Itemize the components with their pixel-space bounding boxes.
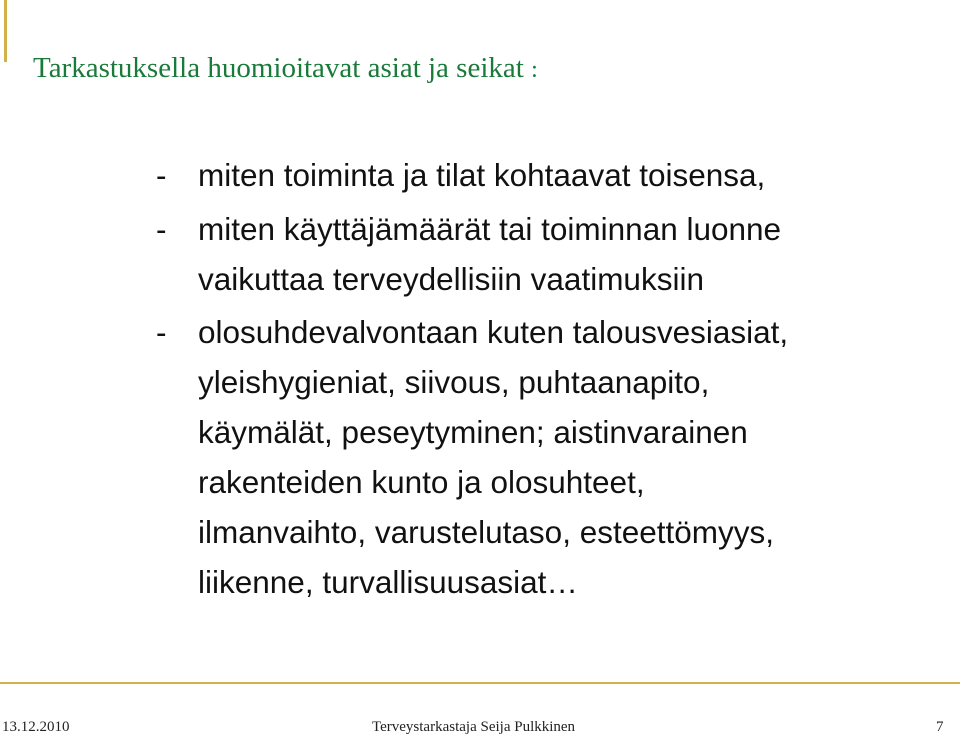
slide-title-block xyxy=(33,52,538,85)
bullet-text: olosuhdevalvontaan kuten talousvesiasiat, xyxy=(198,314,789,350)
bullet-text: ilmanvaihto, varustelutaso, esteettömyys, xyxy=(198,514,775,550)
bullet-marker: - xyxy=(156,314,167,350)
bullet-text: vaikuttaa terveydellisiin vaatimuksiin xyxy=(198,261,704,297)
footer-page-number: 7 xyxy=(936,719,944,735)
slide-title-colon: : xyxy=(531,57,538,83)
bullet-text: käymälät, peseytyminen; aistinvarainen xyxy=(198,414,748,450)
bullet-list xyxy=(156,150,956,607)
bullet-marker: - xyxy=(156,211,167,247)
footer-author: Terveystarkastaja Seija Pulkkinen xyxy=(372,719,576,735)
footer-date: 13.12.2010 xyxy=(2,719,70,735)
slide-title: Tarkastuksella huomioitavat asiat ja seikat xyxy=(33,52,524,84)
accent-vertical-line xyxy=(4,0,7,62)
bullet-text: miten toiminta ja tilat kohtaavat toisensa, xyxy=(198,157,766,193)
bullet-text: miten käyttäjämäärät tai toiminnan luonne xyxy=(198,211,782,247)
bullet-text: rakenteiden kunto ja olosuhteet, xyxy=(198,464,645,500)
bullet-marker: - xyxy=(156,157,167,193)
bullet-item xyxy=(156,150,956,200)
bullet-item xyxy=(156,307,956,607)
footer-divider-line xyxy=(0,682,960,684)
bullet-text: liikenne, turvallisuusasiat… xyxy=(198,564,578,600)
bullet-text: yleishygieniat, siivous, puhtaanapito, xyxy=(198,364,710,400)
bullet-item xyxy=(156,204,956,304)
